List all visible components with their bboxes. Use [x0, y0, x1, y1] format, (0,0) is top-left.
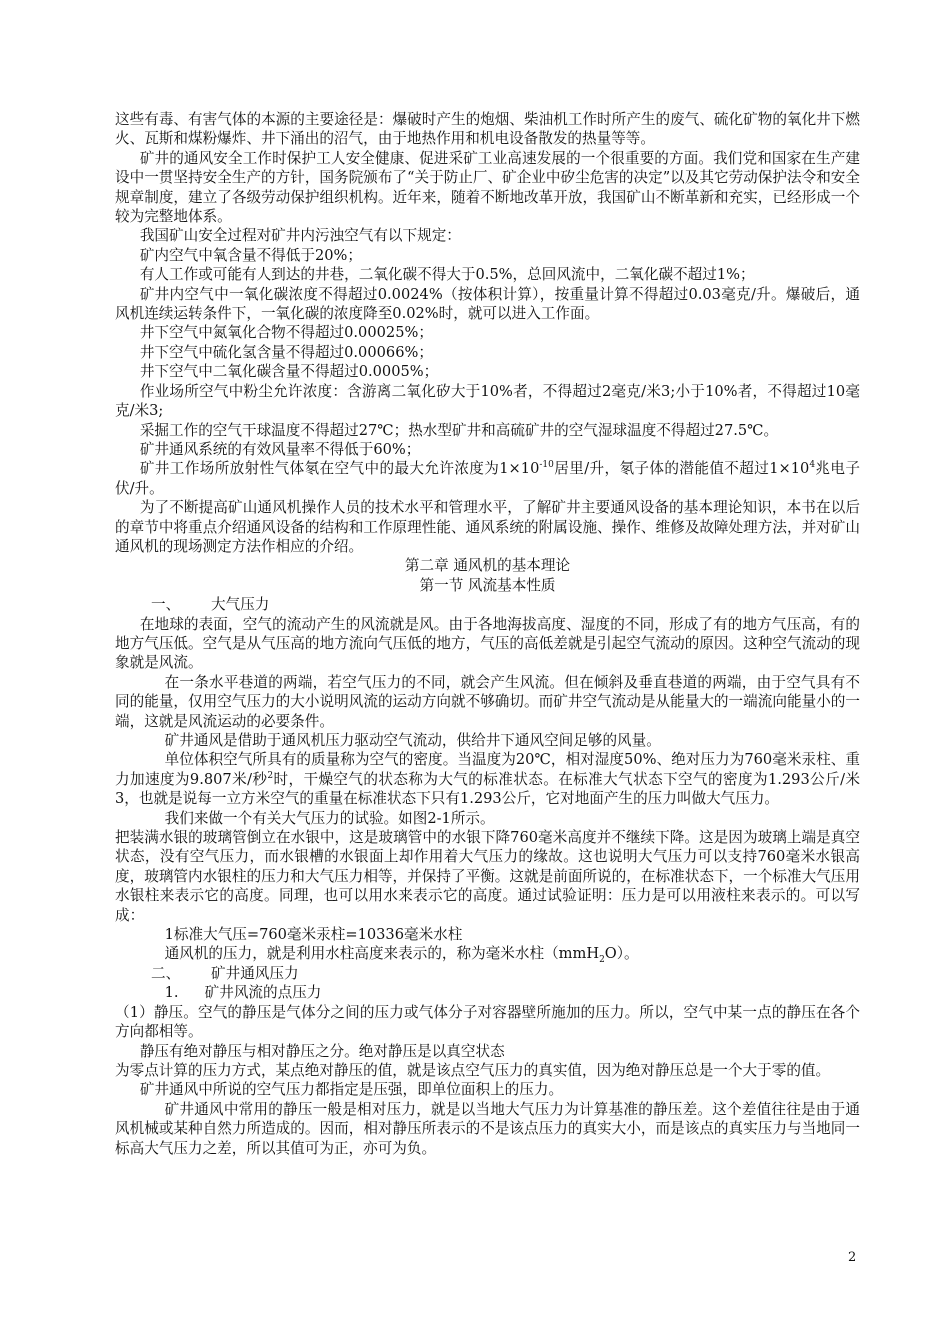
text-run: 兆电子伏/升。: [115, 460, 860, 497]
superscript: 2: [267, 770, 274, 781]
heading-text: 大气压力: [211, 596, 270, 614]
text-run: 居里/升，氡子体的潜能值不超过1×10: [553, 460, 810, 478]
paragraph: 为零点计算的压力方式，某点绝对静压的值，就是该点空气压力的真实值，因为绝对静压总是一个大于零的值。: [115, 1061, 831, 1079]
subscript: 2: [599, 955, 605, 966]
paragraph: 作业场所空气中粉尘允许浓度：含游离二氧化矽大于10%者，不得超过2毫克/米3;小于10%者，不得超过10毫克/米3;: [115, 382, 860, 420]
paragraph: 在地球的表面，空气的流动产生的风流就是风。由于各地海拔高度、湿度的不同，形成了有的地方气压高，有的地方气压低。空气是从气压高的地方流向气压低的地方，气压的高低差就是引起空气流动的原因。这种空气流动的现象就是风流。: [115, 615, 860, 672]
paragraph: 矿井通风系统的有效风量率不得低于60%；: [139, 440, 421, 458]
paragraph: 在一条水平巷道的两端，若空气压力的不同，就会产生风流。但在倾斜及垂直巷道的两端，由于空气具有不同的能量，仅用空气压力的大小说明风流的运动方向就不够确切。而矿井空气流动是从能量大的一端流向能量小的一端，这就是风流运动的必要条件。: [115, 673, 860, 730]
text-run: 单位体积空气所具有的质量称为空气的密度。当温度为20℃，相对湿度50%、绝对压力为760毫米汞柱、重力加速度为9.807米/秒: [115, 751, 860, 788]
paragraph: 我国矿山安全过程对矿井内污浊空气有以下规定：: [139, 227, 461, 245]
subsection-heading: [115, 595, 860, 614]
sub-heading: [115, 983, 860, 1002]
text-run: 矿井工作场所放射性气体氡在空气中的最大允许浓度为1×10: [139, 460, 540, 478]
paragraph: [115, 750, 860, 808]
paragraph: 矿井的通风安全工作时保护工人安全健康、促进采矿工业高速发展的一个很重要的方面。我们党和国家在生产建设中一贯坚持安全生产的方针，国务院颁布了“关于防止厂、矿企业中矽尘危害的决定”以及其它劳动保护法令和安全规章制度，建立了各级劳动保护组织机构。近年来，随着不断地改革开放，我国矿山不断革新和充实，已经形成一个较为完整地体系。: [115, 149, 860, 226]
paragraph: 矿井通风中所说的空气压力都指定是压强，即单位面积上的压力。: [139, 1081, 564, 1099]
heading-number: 1.: [164, 984, 179, 1002]
paragraph: 井下空气中二氧化碳含量不得超过0.0005%；: [139, 363, 439, 381]
paragraph: 有人工作或可能有人到达的井巷，二氧化碳不得大于0.5%，总回风流中，二氧化碳不超过1%；: [139, 266, 755, 284]
page-number: 2: [848, 1250, 857, 1265]
section-title: 第一节 风流基本性质: [419, 576, 556, 594]
paragraph: 我们来做一个有关大气压力的试验。如图2-1所示。: [164, 809, 495, 827]
paragraph: 矿井通风中常用的静压一般是相对压力，就是以当地大气压力为计算基准的静压差。这个差值往往是由于通风机械或某种自然力所造成的。因而，相对静压所表示的不是该点压力的真实大小，而是该点的真实压力与当地同一标高大气压力之差，所以其值可为正，亦可为负。: [115, 1100, 860, 1157]
paragraph: 为了不断提高矿山通风机操作人员的技术水平和管理水平，了解矿井主要通风设备的基本理论知识，本书在以后的章节中将重点介绍通风设备的结构和工作原理性能、通风系统的附属设施、操作、维修及故障处理方法，并对矿山通风机的现场测定方法作相应的介绍。: [115, 499, 860, 555]
text-run: 通风机的压力，就是利用水柱高度来表示的，称为毫米水柱（mmH: [164, 945, 600, 963]
paragraph: 静压有绝对静压与相对静压之分。绝对静压是以真空状态: [139, 1042, 505, 1060]
formula-line: 1标准大气压=760毫米汞柱=10336毫米水柱: [164, 926, 463, 944]
text-run: 时，干燥空气的状态称为大气的标准状态。在标准大气状态下空气的密度为1.293公斤/米3，也就是说每一立方米空气的重量在标准状态下只有1.293公斤，它对地面产生的压力叫做大气压力。: [115, 770, 861, 808]
paragraph: 井下空气中氮氧化合物不得超过0.00025%；: [139, 324, 433, 342]
superscript: 4: [809, 460, 816, 471]
paragraph: [115, 459, 860, 498]
heading-number: 一、: [151, 596, 181, 614]
chapter-title: 第二章 通风机的基本理论: [404, 557, 571, 575]
paragraph: 矿井内空气中一氧化碳浓度不得超过0.0024%（按体积计算），按重量计算不得超过0.03毫克/升。爆破后，通风机连续运转条件下，一氧化碳的浓度降至0.02%时，就可以进入工作面。: [115, 285, 860, 323]
subsection-heading: [115, 964, 860, 983]
heading-number: 二、: [151, 964, 181, 982]
paragraph: 井下空气中硫化氢含量不得超过0.00066%；: [139, 343, 433, 361]
heading-text: 矿井通风压力: [211, 964, 299, 982]
paragraph: 采掘工作的空气干球温度不得超过27℃；热水型矿井和高硫矿井的空气湿球温度不得超过27.5℃。: [139, 421, 779, 439]
superscript: -10: [539, 460, 554, 471]
paragraph: 这些有毒、有害气体的本源的主要途径是：爆破时产生的炮烟、柴油机工作时所产生的废气、硫化矿物的氧化井下燃火、瓦斯和煤粉爆炸、井下涌出的沼气，由于地热作用和机电设备散发的热量等等。: [115, 111, 860, 148]
document-body: [115, 110, 860, 1158]
text-run: O）。: [604, 945, 639, 963]
paragraph: （1）静压。空气的静压是气体分之间的压力或气体分子对容器壁所施加的压力。所以，空气中某一点的静压在各个方向都相等。: [115, 1003, 860, 1041]
paragraph: [115, 944, 860, 966]
paragraph: 矿井通风是借助于通风机压力驱动空气流动，供给井下通风空间足够的风量。: [164, 732, 661, 749]
heading-text: 矿井风流的点压力: [204, 984, 322, 1002]
paragraph: 矿内空气中氧含量不得低于20%；: [139, 246, 362, 264]
paragraph: 把装满水银的玻璃管倒立在水银中，这是玻璃管中的水银下降760毫米高度并不继续下降。这是因为玻璃上端是真空状态，没有空气压力，而水银槽的水银面上却作用着大气压力的缘故。这也说明大气压力可以支持760毫米水银高度，玻璃管内水银柱的压力和大气压力相等，并保持了平衡。这就是前面所说的，在标准状态下，一个标准大气压用水银柱来表示它的高度。同理，也可以用水来表示它的高度。通过试验证明：压力是可以用液柱来表示的。可以写成：: [115, 829, 860, 924]
